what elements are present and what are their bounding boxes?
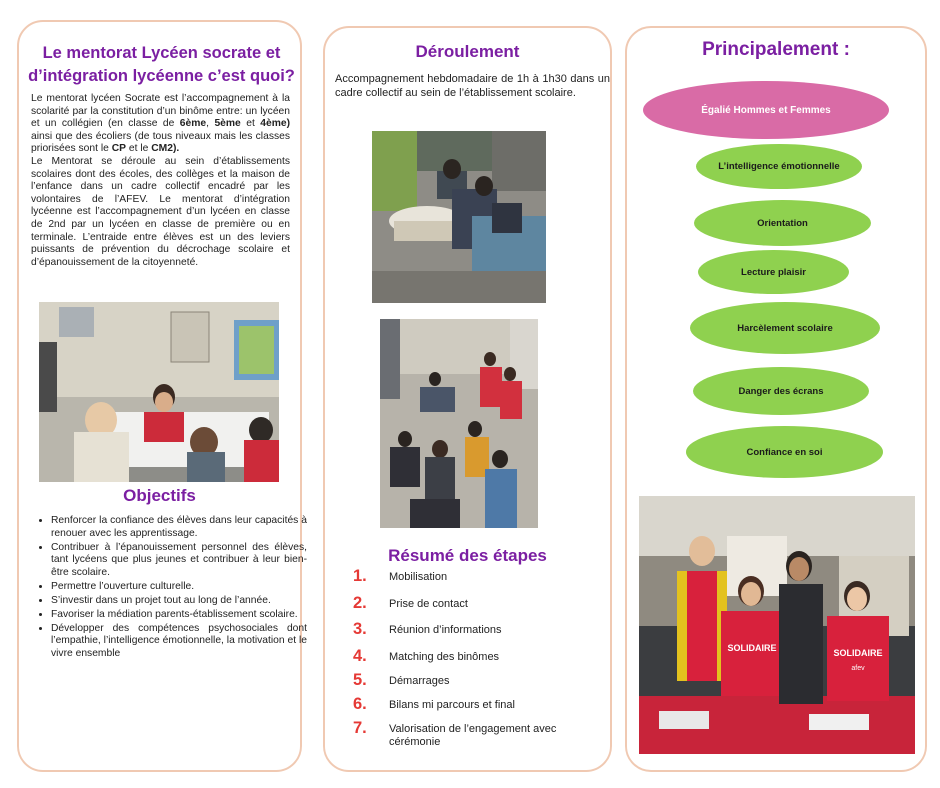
step-number: 7. (353, 719, 367, 737)
intro-bold-text: CM2). (151, 143, 180, 155)
step-item (353, 594, 579, 616)
deroulement-text: Accompagnement hebdomadaire de 1h à 1h30 dans un cadre collectif au sein de l’établissement scolaire. (335, 73, 610, 99)
step-item (353, 719, 579, 748)
shirt-text-1: SOLIDAIRE (727, 643, 777, 653)
middle-panel (323, 26, 612, 772)
panel-title-mentorat: Le mentorat Lycéen socrate et d’intégration lycéenne c’est quoi? (28, 44, 295, 85)
step-number: 2. (353, 594, 367, 612)
step-label: Prise de contact (389, 598, 468, 610)
study-room-photo (372, 131, 546, 303)
topic-danger-ecrans: Danger des écrans (693, 367, 869, 415)
step-item (353, 567, 579, 589)
intro-text-part: et le (126, 143, 152, 155)
step-number: 4. (353, 647, 367, 665)
intro-text-part: Le Mentorat se déroule au sein d’établissements scolaires dont des écoles, des collèges et la maison de l’enfance dans un cadre collectif encadré par les volontaires de l’AFEV. Le mentorat d’intégration lycéenne est l’accompagnement d’un lycéen en classe de 2nd par un lycéen en classe de première ou en terminale. L’entraide entre élèves est un des leviers puissants de prévention du décrochage scolaire et d’épanouissement de la citoyenneté. (31, 155, 290, 268)
intro-text (31, 93, 290, 269)
step-label: Réunion d’informations (389, 624, 502, 636)
objective-item: • Permettre l’ouverture culturelle. (51, 581, 307, 594)
step-label: Valorisation de l’engagement avec cérémonie (389, 723, 557, 748)
step-label: Matching des binômes (389, 651, 500, 663)
step-number: 6. (353, 695, 367, 713)
topic-confiance: Confiance en soi (686, 426, 883, 478)
intro-bold-text: 4ème) (260, 118, 290, 130)
topic-intelligence-emotionnelle: L’intelligence émotionnelle (696, 144, 862, 189)
objective-item: • S’investir dans un projet tout au long de l’année. (51, 595, 307, 608)
group-activity-photo (380, 319, 538, 528)
topic-orientation: Orientation (694, 200, 871, 246)
topic-egalite: Égalié Hommes et Femmes (643, 81, 889, 139)
objective-item: • Contribuer à l’épanouissement personnel des élèves, tant lycéens que plus jeunes et contribuer à leur bien-être scolaire. (51, 542, 307, 580)
topic-harcelement: Harcèlement scolaire (690, 302, 880, 354)
objective-item: • Favoriser la médiation parents-établissement scolaire. (51, 609, 307, 622)
step-item (353, 695, 579, 717)
step-label: Démarrages (389, 675, 450, 687)
intro-text-part: , (206, 118, 215, 130)
objective-item: • Renforcer la confiance des élèves dans leur capacités à renouer avec les apprentissage. (51, 515, 307, 540)
step-label: Mobilisation (389, 571, 448, 583)
step-item (353, 647, 579, 669)
step-number: 1. (353, 567, 367, 585)
topic-lecture-plaisir: Lecture plaisir (698, 250, 849, 294)
step-item (353, 671, 579, 693)
intro-text-part: Le mentorat lycéen Socrate est l’accompagnement à la scolarité par la constitution d’un binôme entre: un lycéen et un collégien (en classe de (31, 93, 290, 130)
step-number: 5. (353, 671, 367, 689)
intro-bold-text: 6ème (179, 118, 207, 130)
step-number: 3. (353, 620, 367, 638)
volunteers-photo (639, 496, 915, 754)
shirt-logo-text: afev (851, 665, 865, 672)
steps-title: Résumé des étapes (388, 546, 547, 565)
objective-item: • Développer des compétences psychosociales dont l’empathie, l’intelligence émotionnelle, la motivation et le vivre ensemble (51, 623, 307, 661)
principalement-title: Principalement : (702, 39, 850, 60)
objectives-title: Objectifs (123, 486, 196, 505)
shirt-text-2: SOLIDAIRE (833, 648, 883, 658)
left-panel (17, 20, 307, 772)
step-item (353, 620, 579, 642)
intro-text-part: et (240, 118, 261, 130)
step-label: Bilans mi parcours et final (389, 699, 515, 711)
intro-bold-text: 5ème (214, 118, 241, 130)
deroulement-title: Déroulement (415, 42, 520, 61)
classroom-photo (39, 302, 279, 482)
intro-bold-text: CP (111, 143, 127, 155)
right-panel (625, 26, 927, 772)
objectives-list (31, 515, 307, 662)
intro-text-part: ainsi que des écoliers (de tous niveaux mais les classes priorisées sont le (31, 130, 290, 155)
